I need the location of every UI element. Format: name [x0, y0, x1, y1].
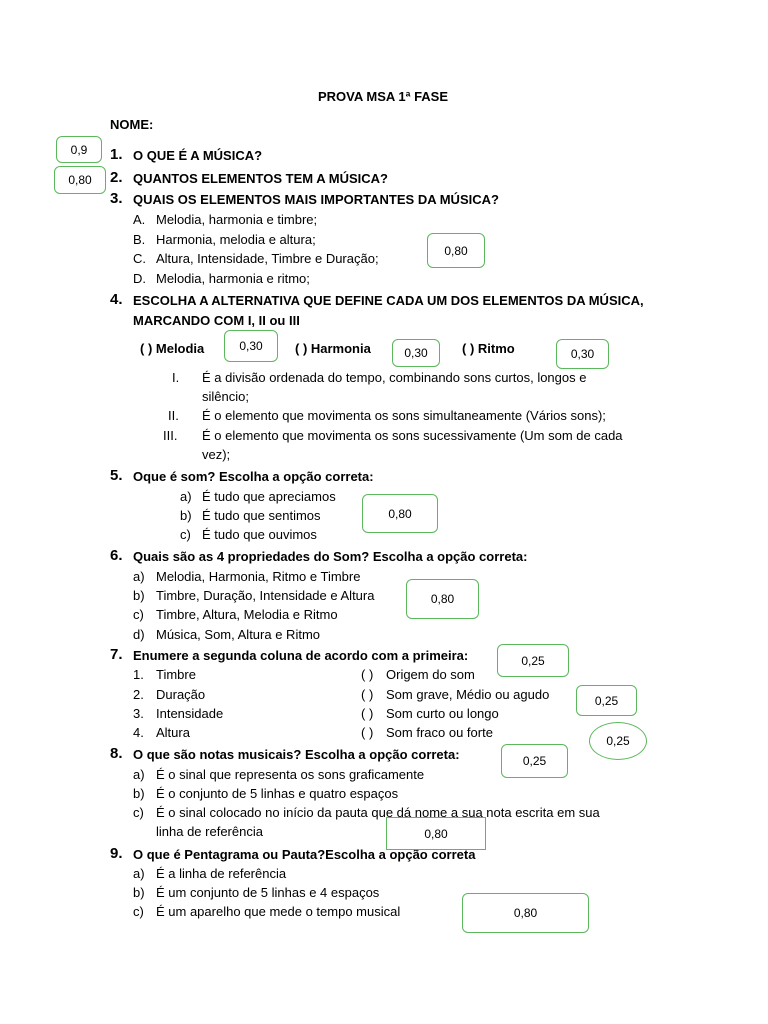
q7-right-marker: ( ) — [361, 725, 374, 740]
q6-option-marker: d) — [133, 627, 145, 642]
q6-option-marker: a) — [133, 569, 145, 584]
q3-option-text: Altura, Intensidade, Timbre e Duração; — [156, 251, 379, 266]
q9-text: O que é Pentagrama ou Pauta?Escolha a opção correta — [133, 847, 476, 862]
q9-option-text: É um conjunto de 5 linhas e 4 espaços — [156, 885, 380, 900]
q5-option-marker: b) — [180, 508, 192, 523]
q3-option-marker: D. — [133, 271, 146, 286]
page-title: PROVA MSA 1ª FASE — [318, 89, 449, 104]
q4-item-marker: II. — [168, 408, 179, 423]
q7-left-marker: 4. — [133, 725, 144, 740]
q7-left-text: Altura — [156, 725, 190, 740]
score-box-q4-ritmo: 0,30 — [556, 339, 609, 369]
q6-option-text: Timbre, Altura, Melodia e Ritmo — [156, 607, 338, 622]
q7-right-marker: ( ) — [361, 667, 374, 682]
q8-option-text: É o conjunto de 5 linhas e quatro espaços — [156, 786, 399, 801]
q9-number: 9. — [110, 845, 123, 862]
q6-option-marker: c) — [133, 607, 144, 622]
q8-option-text: É o sinal que representa os sons graficamente — [156, 767, 425, 782]
score-box-q8-c: 0,80 — [386, 817, 486, 850]
q7-right-text: Som grave, Médio ou agudo — [386, 687, 550, 702]
q6-option-text: Melodia, Harmonia, Ritmo e Timbre — [156, 569, 361, 584]
q9-option-text: É a linha de referência — [156, 866, 287, 881]
q7-left-text: Duração — [156, 687, 206, 702]
q4-number: 4. — [110, 291, 123, 308]
q7-left-text: Intensidade — [156, 706, 224, 721]
q8-option-marker: b) — [133, 786, 145, 801]
score-box-q5: 0,80 — [362, 494, 438, 533]
q8-text: O que são notas musicais? Escolha a opção correta: — [133, 747, 460, 762]
q9-option-text: É um aparelho que mede o tempo musical — [156, 904, 401, 919]
q5-option-marker: c) — [180, 527, 191, 542]
score-box-q7-a: 0,25 — [497, 644, 569, 677]
q2-number: 2. — [110, 169, 123, 186]
score-box-q4-harmonia: 0,30 — [392, 339, 440, 367]
q5-option-marker: a) — [180, 489, 192, 504]
q4-item-text: É o elemento que movimenta os sons simultaneamente (Vários sons); — [202, 408, 606, 423]
q3-option-text: Melodia, harmonia e timbre; — [156, 212, 318, 227]
q7-right-marker: ( ) — [361, 687, 374, 702]
q7-left-text: Timbre — [156, 667, 196, 682]
name-label: NOME: — [110, 117, 154, 132]
score-box-q9: 0,80 — [462, 893, 589, 933]
q7-right-text: Origem do som — [386, 667, 475, 682]
q6-option-marker: b) — [133, 588, 145, 603]
q5-text: Oque é som? Escolha a opção correta: — [133, 469, 374, 484]
q2-text: QUANTOS ELEMENTOS TEM A MÚSICA? — [133, 171, 388, 186]
q7-number: 7. — [110, 646, 123, 663]
q3-option-marker: C. — [133, 251, 146, 266]
score-box-q3: 0,80 — [427, 233, 485, 268]
q3-option-text: Harmonia, melodia e altura; — [156, 232, 316, 247]
score-box-q1: 0,9 — [56, 136, 102, 163]
score-box-q7-b: 0,25 — [576, 685, 637, 716]
q5-option-text: É tudo que sentimos — [202, 508, 321, 523]
q4-choice-harmonia: ( ) Harmonia — [295, 341, 371, 356]
q7-left-marker: 3. — [133, 706, 144, 721]
q8-number: 8. — [110, 745, 123, 762]
q7-right-text: Som fraco ou forte — [386, 725, 493, 740]
q4-item-text-cont: vez); — [202, 447, 231, 462]
q5-number: 5. — [110, 467, 123, 484]
q4-item-text: É a divisão ordenada do tempo, combinando sons curtos, longos e — [202, 370, 587, 385]
q8-option-marker: c) — [133, 805, 144, 820]
q7-text: Enumere a segunda coluna de acordo com a primeira: — [133, 648, 469, 663]
q4-text-line1: ESCOLHA A ALTERNATIVA QUE DEFINE CADA UM DOS ELEMENTOS DA MÚSICA, — [133, 293, 644, 308]
score-box-q2: 0,80 — [54, 166, 106, 194]
q6-option-text: Timbre, Duração, Intensidade e Altura — [156, 588, 375, 603]
q9-option-marker: a) — [133, 866, 145, 881]
q5-option-text: É tudo que apreciamos — [202, 489, 336, 504]
q3-text: QUAIS OS ELEMENTOS MAIS IMPORTANTES DA MÚSICA? — [133, 192, 499, 207]
q6-text: Quais são as 4 propriedades do Som? Escolha a opção correta: — [133, 549, 528, 564]
q4-item-marker: III. — [163, 428, 178, 443]
q1-text: O QUE É A MÚSICA? — [133, 148, 263, 163]
q3-option-text: Melodia, harmonia e ritmo; — [156, 271, 310, 286]
score-box-q4-melodia: 0,30 — [224, 330, 278, 362]
q8-option-text: É o sinal colocado no início da pauta que dá nome a sua nota escrita em sua — [156, 805, 600, 820]
q7-right-marker: ( ) — [361, 706, 374, 721]
q7-right-text: Som curto ou longo — [386, 706, 499, 721]
q3-number: 3. — [110, 190, 123, 207]
q4-item-text: É o elemento que movimenta os sons sucessivamente (Um som de cada — [202, 428, 623, 443]
q8-option-marker: a) — [133, 767, 145, 782]
q6-number: 6. — [110, 547, 123, 564]
score-box-q8-a: 0,25 — [501, 744, 568, 778]
q7-left-marker: 1. — [133, 667, 144, 682]
q8-option-text-cont: linha de referência — [156, 824, 263, 839]
q4-text-line2: MARCANDO COM I, II ou III — [133, 313, 300, 328]
q6-option-text: Música, Som, Altura e Ritmo — [156, 627, 320, 642]
q4-choice-melodia: ( ) Melodia — [140, 341, 205, 356]
q9-option-marker: b) — [133, 885, 145, 900]
score-box-q7-c: 0,25 — [589, 722, 647, 760]
q3-option-marker: B. — [133, 232, 146, 247]
q7-left-marker: 2. — [133, 687, 144, 702]
score-box-q6: 0,80 — [406, 579, 479, 619]
q9-option-marker: c) — [133, 904, 144, 919]
q4-choice-ritmo: ( ) Ritmo — [462, 341, 515, 356]
q3-option-marker: A. — [133, 212, 146, 227]
q5-option-text: É tudo que ouvimos — [202, 527, 317, 542]
q4-item-marker: I. — [172, 370, 180, 385]
q4-item-text-cont: silêncio; — [202, 389, 249, 404]
q1-number: 1. — [110, 146, 123, 163]
